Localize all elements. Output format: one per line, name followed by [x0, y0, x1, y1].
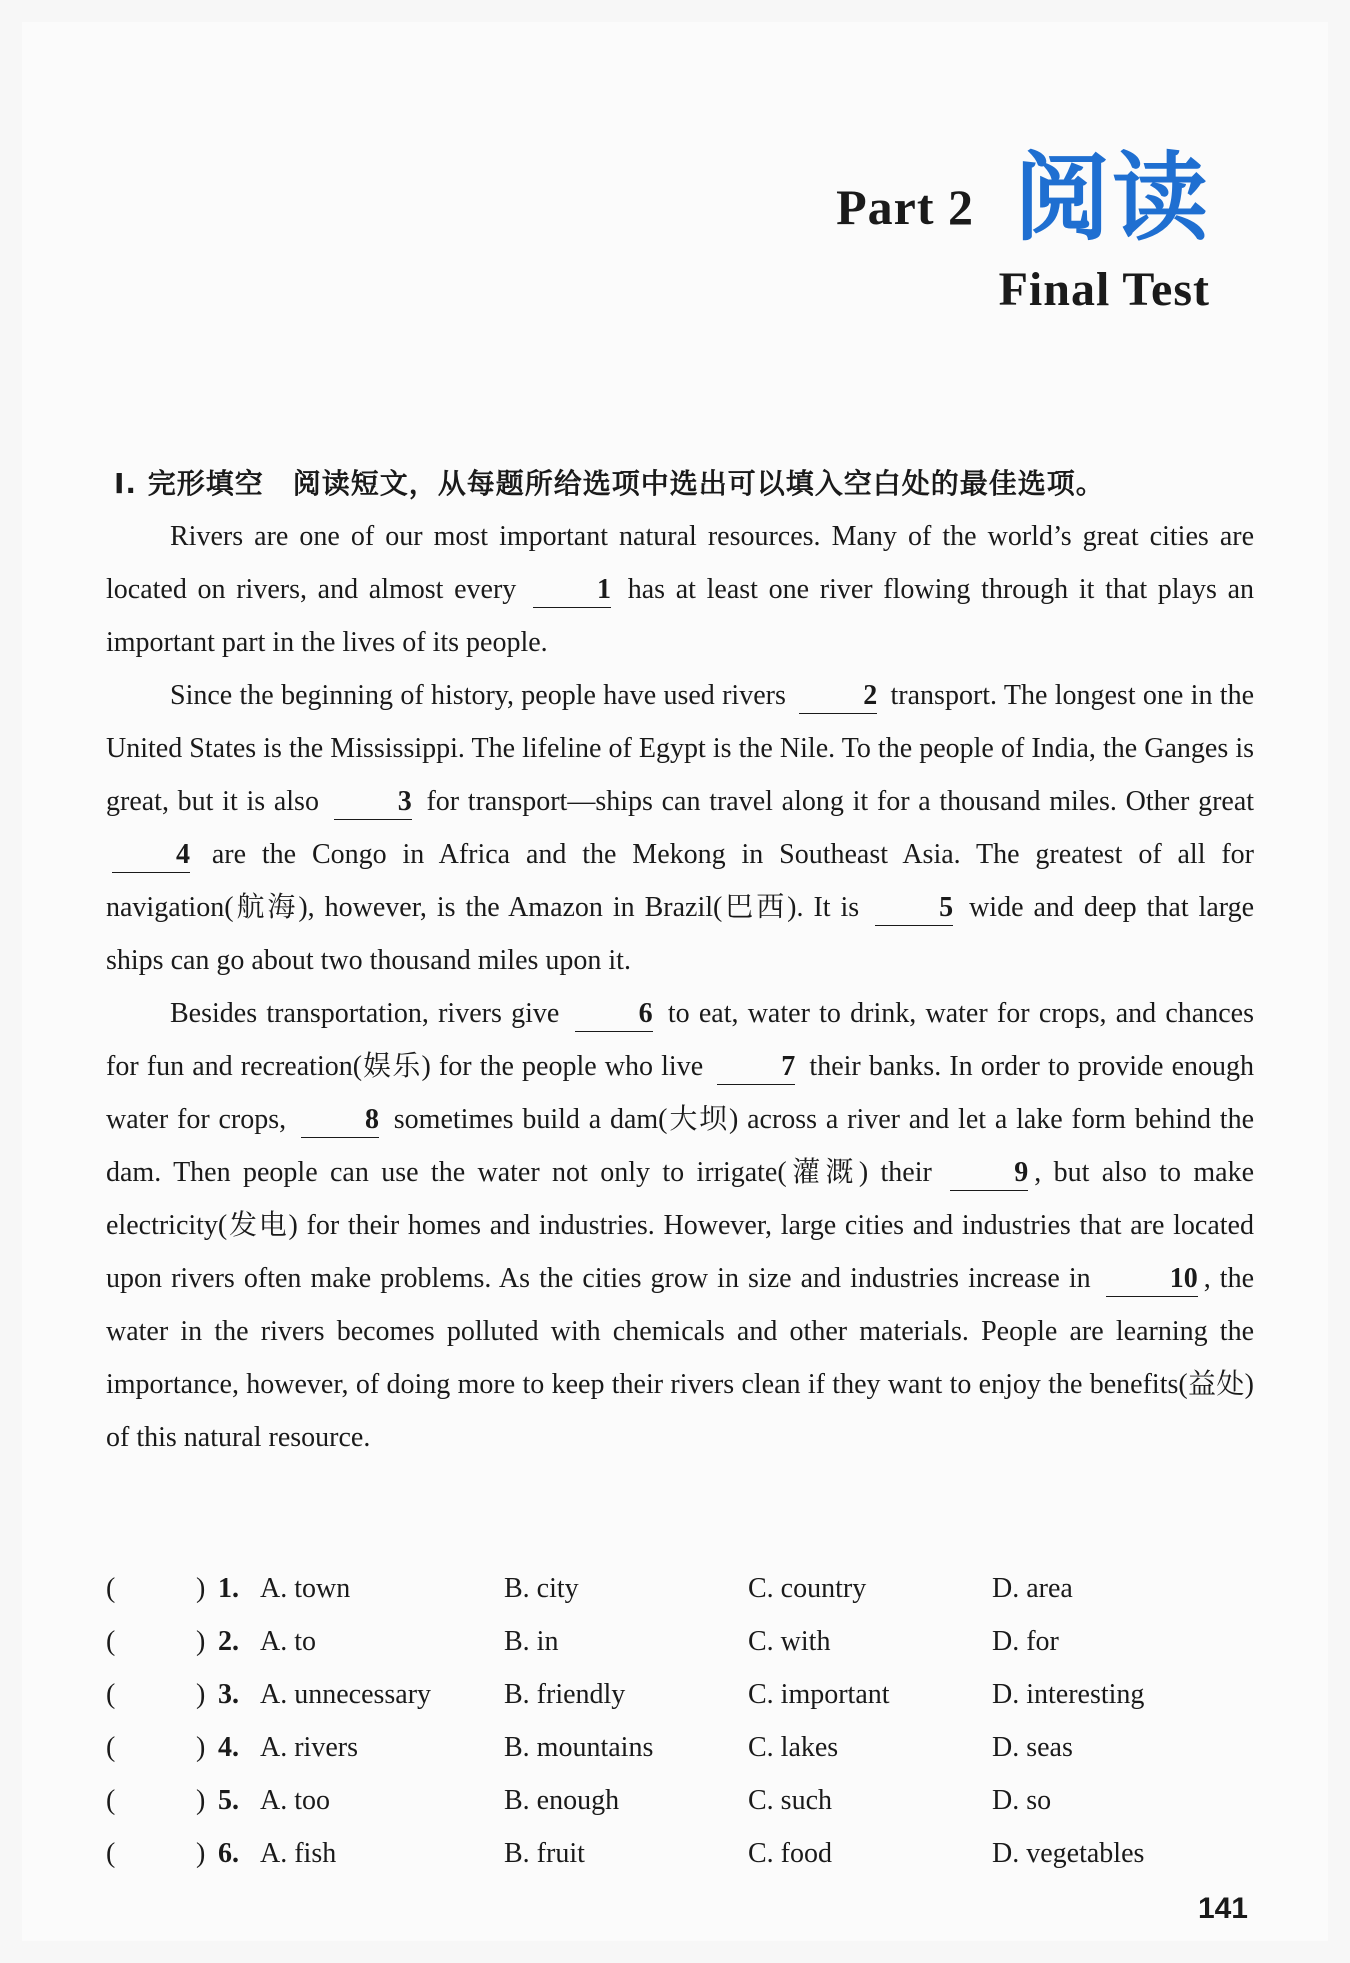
page-header: [836, 142, 1210, 317]
paragraph-1: [106, 510, 1254, 669]
page: [22, 22, 1328, 1941]
part-title-cn: 阅读: [1014, 142, 1210, 254]
option-d: D. so: [992, 1784, 1052, 1816]
text-segment: are the Congo in Africa and the Mekong in Southeast Asia. The greatest of all for navigation(航海), however, is the Amazon in Brazil(巴西). It is: [106, 839, 1254, 923]
option-c: C. important: [748, 1678, 890, 1710]
blank-7: 7: [717, 1050, 795, 1085]
question-number: 1.: [218, 1572, 239, 1604]
option-a: A. fish: [260, 1837, 337, 1869]
question-number: 2.: [218, 1625, 239, 1657]
text-segment: Since the beginning of history, people have used rivers: [170, 680, 786, 711]
text-segment: for transport—ships can travel along it for a thousand miles. Other great: [426, 786, 1255, 817]
option-a: A. unnecessary: [260, 1678, 432, 1710]
question-row: [106, 1721, 1266, 1774]
question-number: 4.: [218, 1731, 239, 1763]
option-c: C. food: [748, 1837, 832, 1869]
answer-paren-close: ): [196, 1572, 206, 1604]
question-row: [106, 1562, 1266, 1615]
page-number: 141: [1197, 1892, 1248, 1925]
answer-paren-close: ): [196, 1837, 206, 1869]
question-row: [106, 1774, 1266, 1827]
question-number: 3.: [218, 1678, 239, 1710]
blank-5: 5: [875, 891, 953, 926]
option-a: A. too: [260, 1784, 330, 1816]
text-segment: wide and deep that large ships can go about two thousand miles upon it.: [106, 892, 1255, 976]
option-c: C. lakes: [748, 1731, 839, 1763]
option-c: C. such: [748, 1784, 832, 1816]
blank-1: 1: [533, 573, 611, 608]
option-b: B. in: [504, 1625, 559, 1657]
answer-paren-open: (: [106, 1837, 116, 1869]
question-row: [106, 1827, 1266, 1880]
text-segment: Besides transportation, rivers give: [170, 998, 560, 1029]
text-segment: , but also to make electricity(发电) for their homes and industries. However, large cities and industries that are located upon rivers often make problems. As the cities grow in size and industries increase in: [106, 1157, 1254, 1294]
option-d: D. vegetables: [992, 1837, 1145, 1869]
answer-paren-open: (: [106, 1731, 116, 1763]
answer-paren-close: ): [196, 1678, 206, 1710]
question-options: [106, 1562, 1266, 1880]
question-row: [106, 1615, 1266, 1668]
text-segment: sometimes build a dam(大坝) across a river and let a lake form behind the dam. Then people can use the water not only to irrigate(灌溉) their: [106, 1104, 1255, 1188]
blank-4: 4: [112, 838, 190, 873]
paragraph-2: [106, 669, 1254, 987]
blank-10: 10: [1106, 1262, 1198, 1297]
text-segment: their banks. In order to provide enough water for crops,: [106, 1051, 1254, 1135]
option-c: C. with: [748, 1625, 831, 1657]
question-number: 6.: [218, 1837, 239, 1869]
option-d: D. seas: [992, 1731, 1073, 1763]
answer-paren-open: (: [106, 1678, 116, 1710]
paragraph-3: [106, 987, 1254, 1464]
answer-paren-open: (: [106, 1572, 116, 1604]
blank-3: 3: [334, 785, 412, 820]
option-d: D. interesting: [992, 1678, 1145, 1710]
text-segment: , the water in the rivers becomes polluted with chemicals and other materials. People are learning the importance, however, of doing more to keep their rivers clean if they want to enjoy the benefits(益处) of this natural resource.: [106, 1263, 1254, 1453]
test-title: Final Test: [998, 263, 1210, 316]
text-segment: transport. The longest one in the United States is the Mississippi. The lifeline of Egypt is the Nile. To the people of India, the Ganges is great, but it is also: [106, 680, 1254, 817]
blank-2: 2: [799, 679, 877, 714]
blank-6: 6: [575, 997, 653, 1032]
option-b: B. friendly: [504, 1678, 626, 1710]
option-d: D. area: [992, 1572, 1073, 1604]
option-d: D. for: [992, 1625, 1059, 1657]
option-a: A. town: [260, 1572, 351, 1604]
option-a: A. rivers: [260, 1731, 358, 1763]
option-c: C. country: [748, 1572, 867, 1604]
option-b: B. fruit: [504, 1837, 585, 1869]
option-b: B. mountains: [504, 1731, 654, 1763]
answer-paren-open: (: [106, 1784, 116, 1816]
answer-paren-close: ): [196, 1731, 206, 1763]
blank-8: 8: [301, 1103, 379, 1138]
part-label: Part 2: [836, 179, 974, 235]
cloze-passage: [106, 510, 1254, 1464]
question-number: 5.: [218, 1784, 239, 1816]
option-b: B. enough: [504, 1784, 620, 1816]
option-a: A. to: [260, 1625, 316, 1657]
answer-paren-open: (: [106, 1625, 116, 1657]
part-title-line: [836, 142, 1210, 254]
question-row: [106, 1668, 1266, 1721]
text-segment: Rivers are one of our most important natural resources. Many of the world’s great cities are located on rivers, and almost every: [106, 521, 1254, 605]
section-instruction: Ⅰ. 完形填空 阅读短文，从每题所给选项中选出可以填入空白处的最佳选项。: [114, 467, 1105, 500]
answer-paren-close: ): [196, 1625, 206, 1657]
text-segment: to eat, water to drink, water for crops, and chances for fun and recreation(娱乐) for the people who live: [106, 998, 1254, 1082]
answer-paren-close: ): [196, 1784, 206, 1816]
text-segment: has at least one river flowing through it that plays an important part in the lives of its people.: [106, 574, 1255, 658]
option-b: B. city: [504, 1572, 579, 1604]
blank-9: 9: [950, 1156, 1028, 1191]
